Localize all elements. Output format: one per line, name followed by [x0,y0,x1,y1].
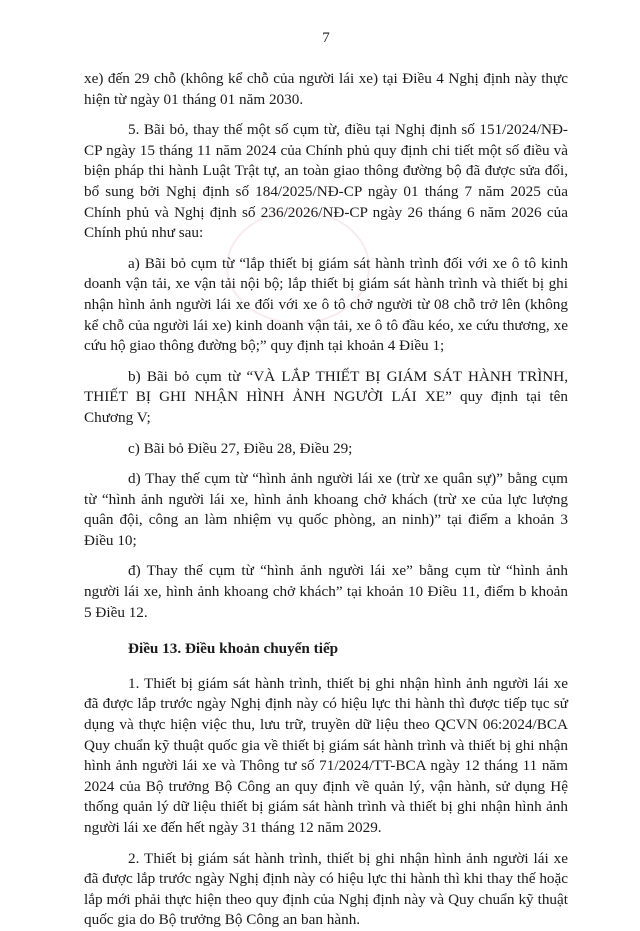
paragraph-point-d: d) Thay thế cụm từ “hình ảnh người lái xe (trừ xe quân sự)” bằng cụm từ “hình ảnh người lái xe, hình ảnh khoang chở khách (trừ xe của lực lượng quân đội, công an làm nhiệm vụ quốc phòng, an ninh)” tại điểm a khoản 3 Điều 10; [84,470,568,549]
article-13-heading: Điều 13. Điều khoản chuyển tiếp [128,640,339,658]
paragraph-point-c: c) Bãi bỏ Điều 27, Điều 28, Điều 29; [128,439,353,457]
page-number: 7 [322,30,330,46]
paragraph-point-a: a) Bãi bỏ cụm từ “lắp thiết bị giám sát hành trình đối với xe ô tô kinh doanh vận tải, xe vận tải nội bộ; lắp thiết bị giám sát hành trình và thiết bị ghi nhận hình ảnh người lái xe đối với xe ô tô chở người từ 08 chỗ trở lên (không kể chỗ của người lái xe) kinh doanh vận tải, xe ô tô đầu kéo, xe cứu thương, xe cứu hộ giao thông đường bộ;” quy định tại khoản 4 Điều 1; [84,254,568,355]
paragraph-point-b: b) Bãi bỏ cụm từ “VÀ LẮP THIẾT BỊ GIÁM SÁT HÀNH TRÌNH, THIẾT BỊ GHI NHẬN HÌNH ẢNH NGƯỜI LÁI XE” quy định tại tên Chương V; [84,367,568,426]
paragraph-article-13-clause-1: 1. Thiết bị giám sát hành trình, thiết bị ghi nhận hình ảnh người lái xe đã được lắp trước ngày Nghị định này có hiệu lực thi hành thì được tiếp tục sử dụng và thực hiện việc thu, lưu trữ, truyền dữ liệu theo QCVN 06:2024/BCA Quy chuẩn kỹ thuật quốc gia về thiết bị giám sát hành trình và thiết bị ghi nhận hình ảnh người lái xe và Thông tư số 71/2024/TT-BCA ngày 12 tháng 11 năm 2024 của Bộ trưởng Bộ Công an quy định về quản lý, vận hành, sử dụng Hệ thống quản lý dữ liệu thiết bị giám sát hành trình và thiết bị ghi nhận hình ảnh người lái xe đến hết ngày 31 tháng 12 năm 2029. [84,674,568,836]
paragraph-article-13-clause-2: 2. Thiết bị giám sát hành trình, thiết bị ghi nhận hình ảnh người lái xe đã được lắp trước ngày Nghị định này có hiệu lực thi hành thì khi thay thế hoặc lắp mới phải thực hiện theo quy định của Nghị định này và Quy chuẩn kỹ thuật quốc gia do Bộ trưởng Bộ Công an ban hành. [84,849,568,929]
paragraph-continuation: xe) đến 29 chỗ (không kể chỗ của người lái xe) tại Điều 4 Nghị định này thực hiện từ ngày 01 tháng 01 năm 2030. [84,70,568,108]
paragraph-item-5: 5. Bãi bỏ, thay thế một số cụm từ, điều tại Nghị định số 151/2024/NĐ-CP ngày 15 tháng 11 năm 2024 của Chính phủ quy định chi tiết một số điều và biện pháp thi hành Luật Trật tự, an toàn giao thông đường bộ đã được sửa đổi, bổ sung bởi Nghị định số 184/2025/NĐ-CP ngày 01 tháng 7 năm 2025 của Chính phủ và Nghị định số 236/2026/NĐ-CP ngày 26 tháng 6 năm 2026 của Chính phủ như sau: [84,121,568,242]
paragraph-point-dd: đ) Thay thế cụm từ “hình ảnh người lái xe” bằng cụm từ “hình ảnh người lái xe, hình ảnh khoang chở khách” tại khoản 10 Điều 11, điểm b khoản 5 Điều 12. [84,562,568,621]
